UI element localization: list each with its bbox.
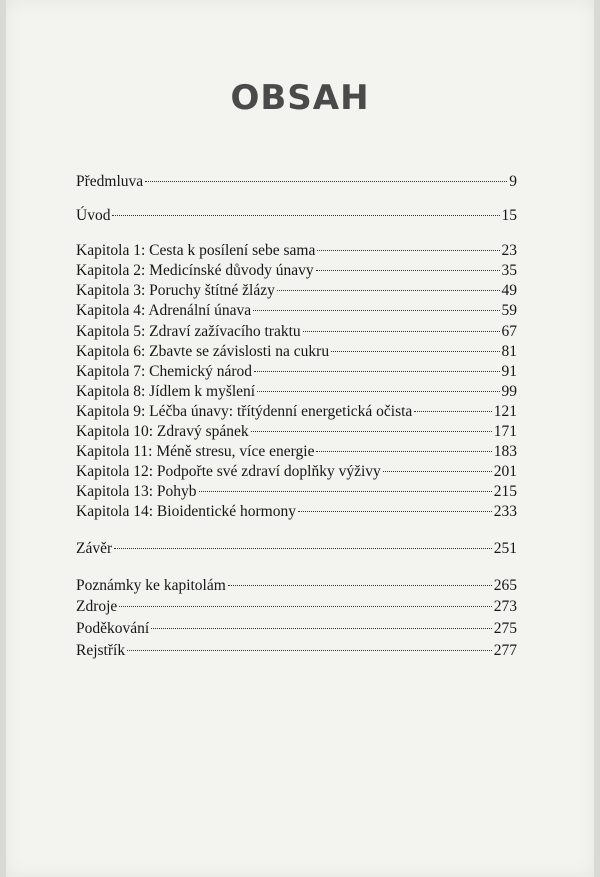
toc-entry-label: Závěr [76, 539, 113, 557]
toc-entry-rejstrik [76, 640, 517, 662]
dot-leader [145, 181, 507, 182]
dot-leader [114, 548, 492, 549]
dot-leader [331, 351, 499, 352]
toc-entry-zaver [76, 539, 517, 559]
toc-entry-page: 251 [493, 539, 517, 557]
dot-leader [119, 606, 491, 607]
dot-leader [316, 451, 491, 452]
toc-entry-label: Úvod [76, 207, 111, 225]
toc-entry-page: 81 [501, 342, 517, 360]
toc-entry-kapitola-12 [76, 462, 517, 482]
toc-entry-label: Rejstřík [76, 641, 126, 659]
toc-entry-label: Kapitola 1: Cesta k posílení sebe sama [76, 242, 316, 260]
table-of-contents [76, 172, 517, 662]
toc-entry-label: Zdroje [76, 597, 118, 615]
toc-entry-label: Kapitola 13: Pohyb [76, 483, 197, 501]
toc-entry-label: Kapitola 4: Adrenální únava [76, 302, 252, 320]
toc-entry-kapitola-10 [76, 422, 517, 442]
dot-leader [112, 215, 499, 216]
toc-entry-label: Kapitola 5: Zdraví zažívacího traktu [76, 322, 301, 340]
toc-entry-page: 91 [501, 362, 517, 380]
dot-leader [127, 650, 492, 651]
toc-entry-label: Kapitola 9: Léčba únavy: třítýdenní energetická očista [76, 402, 413, 420]
toc-entry-label: Předmluva [76, 173, 144, 190]
dot-leader [254, 371, 499, 372]
toc-entry-kapitola-3 [76, 281, 517, 301]
toc-entry-page: 99 [501, 382, 517, 400]
toc-entry-kapitola-8 [76, 382, 517, 402]
toc-entry-page: 15 [501, 207, 517, 225]
toc-entry-page: 201 [493, 463, 517, 481]
toc-entry-label: Kapitola 12: Podpořte své zdraví doplňky výživy [76, 463, 381, 481]
toc-entry-page: 277 [493, 641, 517, 659]
toc-entry-page: 273 [493, 597, 517, 615]
toc-entry-page: 59 [501, 302, 517, 320]
dot-leader [199, 491, 492, 492]
toc-entry-poznamky [76, 576, 517, 596]
toc-entry-page: 9 [509, 173, 517, 190]
dot-leader [253, 310, 499, 311]
toc-entry-label: Kapitola 14: Bioidentické hormony [76, 503, 296, 521]
toc-entry-kapitola-7 [76, 362, 517, 382]
dot-leader [303, 331, 500, 332]
dot-leader [257, 391, 499, 392]
toc-entry-page: 121 [493, 402, 517, 420]
toc-entry-label: Kapitola 8: Jídlem k myšlení [76, 382, 256, 400]
dot-leader [298, 511, 492, 512]
toc-entry-page: 23 [501, 242, 517, 260]
dot-leader [383, 471, 492, 472]
toc-entry-page: 265 [493, 576, 517, 594]
toc-entry-kapitola-2 [76, 261, 517, 281]
toc-entry-kapitola-11 [76, 442, 517, 462]
toc-entry-kapitola-4 [76, 301, 517, 321]
toc-entry-podekovani [76, 618, 517, 640]
toc-entry-kapitola-13 [76, 482, 517, 502]
toc-entry-label: Poděkování [76, 619, 150, 637]
toc-entry-page: 35 [501, 262, 517, 280]
toc-entry-kapitola-6 [76, 342, 517, 362]
toc-entry-page: 67 [501, 322, 517, 340]
toc-entry-page: 275 [493, 619, 517, 637]
dot-leader [251, 431, 492, 432]
toc-entry-kapitola-1 [76, 241, 517, 261]
dot-leader [414, 411, 491, 412]
dot-leader [317, 250, 499, 251]
toc-entry-page: 49 [501, 282, 517, 300]
toc-entry-kapitola-9 [76, 402, 517, 422]
toc-entry-label: Kapitola 6: Zbavte se závislosti na cukru [76, 342, 330, 360]
dot-leader [277, 290, 500, 291]
toc-entry-page: 183 [493, 443, 517, 461]
toc-entry-page: 215 [493, 483, 517, 501]
toc-entry-label: Kapitola 10: Zdravý spánek [76, 423, 249, 441]
toc-entry-label: Poznámky ke kapitolám [76, 576, 226, 594]
dot-leader [151, 628, 492, 629]
dot-leader [316, 270, 500, 271]
toc-entry-uvod [76, 206, 517, 226]
toc-entry-zdroje [76, 596, 517, 618]
toc-entry-page: 171 [493, 423, 517, 441]
toc-entry-label: Kapitola 2: Medicínské důvody únavy [76, 262, 314, 280]
toc-entry-kapitola-14 [76, 502, 517, 522]
toc-entry-label: Kapitola 11: Méně stresu, více energie [76, 443, 315, 461]
toc-entry-label: Kapitola 7: Chemický národ [76, 362, 253, 380]
page-title: OBSAH [230, 78, 370, 118]
toc-entry-predmluva [76, 172, 517, 192]
toc-entry-page: 233 [493, 503, 517, 521]
dot-leader [228, 585, 492, 586]
toc-entry-kapitola-5 [76, 322, 517, 342]
toc-entry-label: Kapitola 3: Poruchy štítné žlázy [76, 282, 275, 300]
